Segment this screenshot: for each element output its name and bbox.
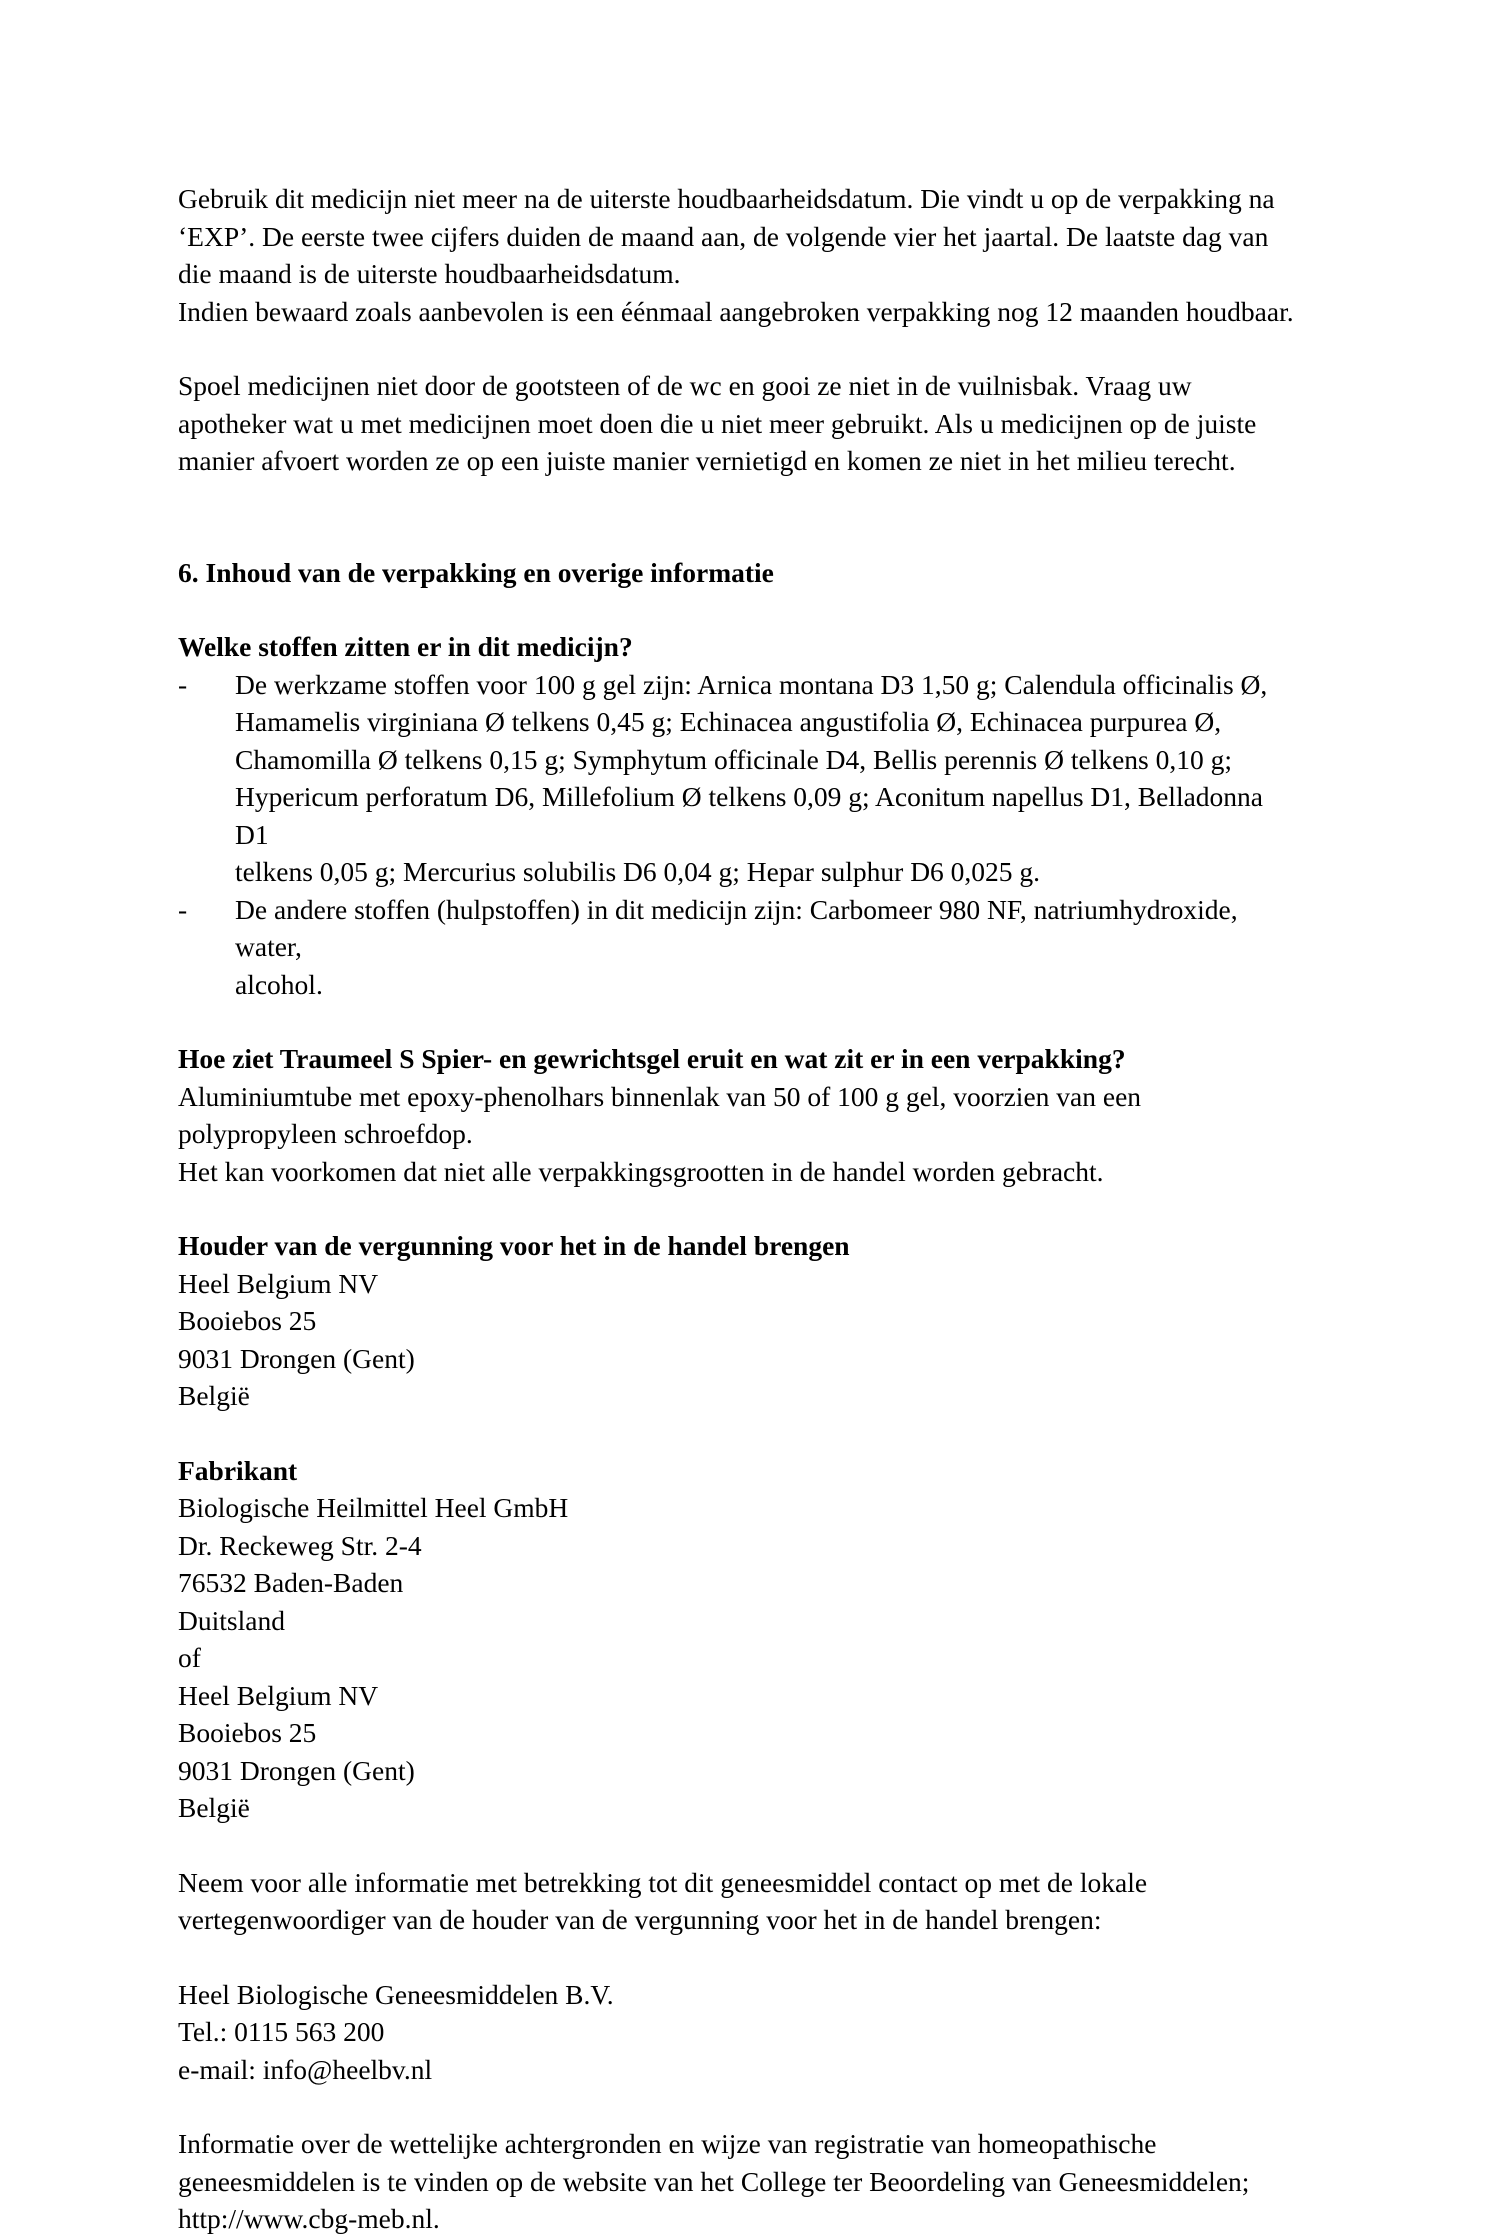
substances-heading: Welke stoffen zitten er in dit medicijn?: [178, 631, 633, 662]
local-rep-phone: Tel.: 0115 563 200: [178, 2016, 385, 2047]
document-content: [178, 180, 1302, 2238]
mah-address-line: Heel Belgium NV: [178, 1267, 379, 1299]
legal-info-url: http://www.cbg-meb.nl.: [178, 2203, 440, 2234]
substances-list: [178, 666, 1302, 1004]
manufacturer-address-line: Dr. Reckeweg Str. 2-4: [178, 1529, 422, 1561]
manufacturer-address-line: België: [178, 1792, 250, 1823]
legal-info-line-1: Informatie over de wettelijke achtergronden en wijze van registratie van homeopathische: [178, 2128, 1157, 2159]
list-bullet-marker: -: [178, 893, 188, 925]
spacer: [178, 591, 1302, 628]
manufacturer-address-line: Biologische Heilmittel Heel GmbH: [178, 1492, 569, 1523]
active-substances-line-2: Hamamelis virginiana Ø telkens 0,45 g; Echinacea angustifolia Ø, Echinacea purpurea Ø,: [235, 706, 1222, 737]
storage-line-3: die maand is de uiterste houdbaarheidsdatum.: [178, 258, 681, 289]
spacer: [178, 330, 1302, 367]
manufacturer-heading: Fabrikant: [178, 1454, 298, 1486]
active-substances-line-1: De werkzame stoffen voor 100 g gel zijn: Arnica montana D3 1,50 g; Calendula officinalis Ø,: [235, 668, 1268, 700]
list-item: [178, 891, 1302, 1004]
disposal-paragraph: [178, 367, 1302, 480]
manufacturer-address-line: 76532 Baden-Baden: [178, 1567, 404, 1598]
active-substances-line-5: telkens 0,05 g; Mercurius solubilis D6 0,04 g; Hepar sulphur D6 0,025 g.: [235, 856, 1041, 887]
spacer: [178, 1827, 1302, 1864]
legal-info-line-2: geneesmiddelen is te vinden op de website van het College ter Beoordeling van Geneesmiddelen;: [178, 2165, 1250, 2197]
local-rep-intro-line-2: vertegenwoordiger van de houder van de vergunning voor het in de handel brengen:: [178, 1904, 1102, 1935]
spacer: [178, 480, 1302, 517]
spacer: [178, 1939, 1302, 1976]
spacer: [178, 1415, 1302, 1452]
excipients-line-2: alcohol.: [235, 968, 323, 1000]
appearance-line-2: polypropyleen schroefdop.: [178, 1118, 473, 1149]
storage-line-4: Indien bewaard zoals aanbevolen is een éénmaal aangebroken verpakking nog 12 maanden houdbaar.: [178, 295, 1294, 327]
mah-address-line: België: [178, 1380, 250, 1411]
appearance-heading: Hoe ziet Traumeel S Spier- en gewrichtsgel eruit en wat zit er in een verpakking?: [178, 1043, 1126, 1074]
manufacturer-address-line: Booiebos 25: [178, 1717, 317, 1748]
storage-line-2: ‘EXP’. De eerste twee cijfers duiden de maand aan, de volgende vier het jaartal. De laatste dag van: [178, 220, 1269, 252]
appearance-line-3: Het kan voorkomen dat niet alle verpakkingsgrootten in de handel worden gebracht.: [178, 1155, 1104, 1187]
section-6-heading: 6. Inhoud van de verpakking en overige informatie: [178, 556, 774, 588]
list-item: [178, 666, 1302, 891]
spacer: [178, 517, 1302, 554]
storage-paragraph: [178, 180, 1302, 330]
disposal-line-2: apotheker wat u met medicijnen moet doen die u niet meer gebruikt. Als u medicijnen op de juiste: [178, 407, 1257, 439]
disposal-line-1: Spoel medicijnen niet door de gootsteen of de wc en gooi ze niet in de vuilnisbak. Vraag uw: [178, 370, 1192, 401]
local-rep-name: Heel Biologische Geneesmiddelen B.V.: [178, 1978, 614, 2010]
spacer: [178, 1003, 1302, 1040]
disposal-line-3: manier afvoert worden ze op een juiste manier vernietigd en komen ze niet in het milieu terecht.: [178, 445, 1236, 476]
manufacturer-address-line: 9031 Drongen (Gent): [178, 1754, 415, 1786]
storage-line-1: Gebruik dit medicijn niet meer na de uiterste houdbaarheidsdatum. Die vindt u op de verpakking na: [178, 183, 1275, 214]
active-substances-line-3: Chamomilla Ø telkens 0,15 g; Symphytum officinale D4, Bellis perennis Ø telkens 0,10 g;: [235, 743, 1233, 775]
spacer: [178, 1190, 1302, 1227]
appearance-line-1: Aluminiumtube met epoxy-phenolhars binnenlak van 50 of 100 g gel, voorzien van een: [178, 1080, 1142, 1112]
mah-address-line: 9031 Drongen (Gent): [178, 1342, 415, 1374]
manufacturer-address-line: Heel Belgium NV: [178, 1679, 379, 1711]
active-substances-line-4: Hypericum perforatum D6, Millefolium Ø telkens 0,09 g; Aconitum napellus D1, Belladonna D1: [235, 781, 1264, 850]
local-rep-email: e-mail: info@heelbv.nl: [178, 2053, 433, 2085]
spacer: [178, 2088, 1302, 2125]
manufacturer-address-line: Duitsland: [178, 1604, 285, 1636]
mah-heading: Houder van de vergunning voor het in de handel brengen: [178, 1230, 850, 1261]
local-rep-intro-line-1: Neem voor alle informatie met betrekking tot dit geneesmiddel contact op met de lokale: [178, 1866, 1148, 1898]
list-bullet-marker: -: [178, 668, 188, 700]
excipients-line-1: De andere stoffen (hulpstoffen) in dit medicijn zijn: Carbomeer 980 NF, natriumhydroxide, water,: [235, 893, 1238, 962]
mah-address-line: Booiebos 25: [178, 1305, 317, 1336]
manufacturer-alternative-separator: of: [178, 1642, 201, 1673]
